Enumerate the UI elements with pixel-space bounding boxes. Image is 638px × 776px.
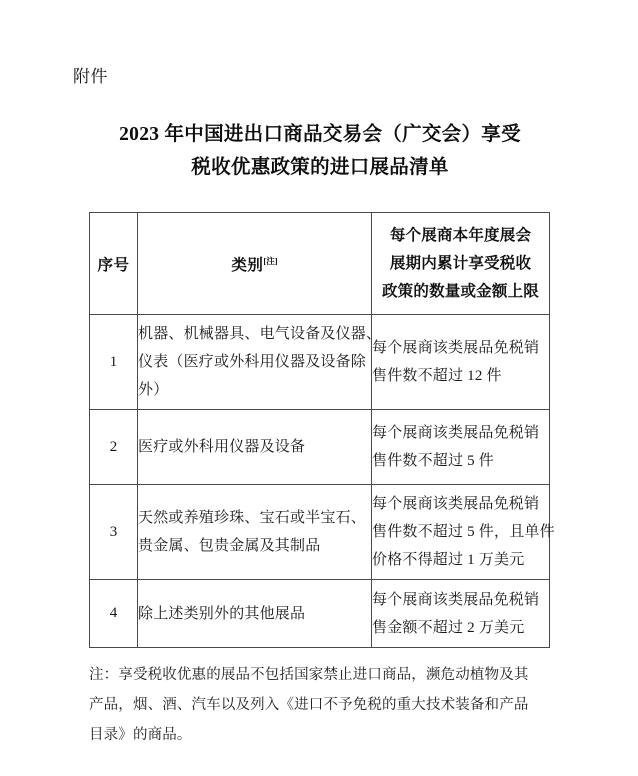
table-row xyxy=(90,315,550,410)
row-cap xyxy=(372,485,555,580)
row-category-line-2: 仪表（医疗或外科用仪器及设备除 xyxy=(138,354,367,370)
row-category xyxy=(138,485,372,580)
row-cap-line-1: 每个展商该类展品免税销 xyxy=(372,496,540,512)
row-category-line-1: 机器、机械器具、电气设备及仪器、 xyxy=(138,326,382,342)
table-header-row xyxy=(90,213,550,315)
row-cap-line-2: 售件数不超过 5 件 xyxy=(372,453,495,469)
row-cap-line-1: 每个展商该类展品免税销 xyxy=(372,340,540,356)
attachment-label: 附件 xyxy=(73,67,108,86)
row-cap-line-1: 每个展商该类展品免税销 xyxy=(372,425,540,441)
row-sequence-number: 2 xyxy=(90,410,138,485)
column-header-cap xyxy=(372,213,550,315)
row-cap-line-1: 每个展商该类展品免税销 xyxy=(372,591,540,608)
row-sequence-number: 4 xyxy=(90,580,138,648)
row-cap-line-3: 价格不得超过 1 万美元 xyxy=(372,552,525,568)
row-category-line-1: 除上述类别外的其他展品 xyxy=(138,605,306,622)
row-sequence-number: 1 xyxy=(90,315,138,410)
column-header-cap-line-2: 展期内累计享受税收 xyxy=(389,254,532,272)
footnote-line-2: 产品，烟、酒、汽车以及列入《进口不予免税的重大技术装备和产品 xyxy=(89,697,529,713)
row-cap-line-2: 售件数不超过 5 件，且单件 xyxy=(372,524,555,540)
page-title xyxy=(95,118,545,184)
column-header-category-text: 类别 xyxy=(231,256,264,274)
row-cap xyxy=(372,580,550,648)
row-category-line-1: 天然或养殖珍珠、宝石或半宝石、 xyxy=(138,510,367,526)
column-header-cap-line-1: 每个展商本年度展会 xyxy=(389,226,532,244)
row-cap-line-2: 售件数不超过 12 件 xyxy=(372,368,502,384)
row-cap xyxy=(372,410,550,485)
row-category xyxy=(138,410,372,485)
column-header-sequence: 序号 xyxy=(90,213,138,315)
row-category-line-1: 医疗或外科用仪器及设备 xyxy=(138,439,306,455)
row-sequence-number: 3 xyxy=(90,485,138,580)
row-category xyxy=(138,315,382,410)
column-header-category xyxy=(138,213,372,315)
row-category-line-3: 外） xyxy=(138,382,169,398)
column-header-category-footnote-marker: [注] xyxy=(263,255,278,266)
table-row xyxy=(90,485,550,580)
row-category-line-2: 贵金属、包贵金属及其制品 xyxy=(138,538,321,554)
import-exhibit-list-table xyxy=(89,212,555,648)
table-row xyxy=(90,580,550,648)
page-title-line-2: 税收优惠政策的进口展品清单 xyxy=(191,157,449,178)
footnote-line-1: 注：享受税收优惠的展品不包括国家禁止进口商品，濒危动植物及其 xyxy=(89,667,529,683)
page-title-line-1: 2023 年中国进出口商品交易会（广交会）享受 xyxy=(119,124,521,145)
row-category xyxy=(138,580,372,648)
row-cap xyxy=(372,315,550,410)
column-header-cap-line-3: 政策的数量或金额上限 xyxy=(381,282,539,300)
row-cap-line-2: 售金额不超过 2 万美元 xyxy=(372,619,525,636)
table-row xyxy=(90,410,550,485)
footnote-line-3: 目录》的商品。 xyxy=(89,727,192,743)
table-footnote xyxy=(89,660,559,750)
